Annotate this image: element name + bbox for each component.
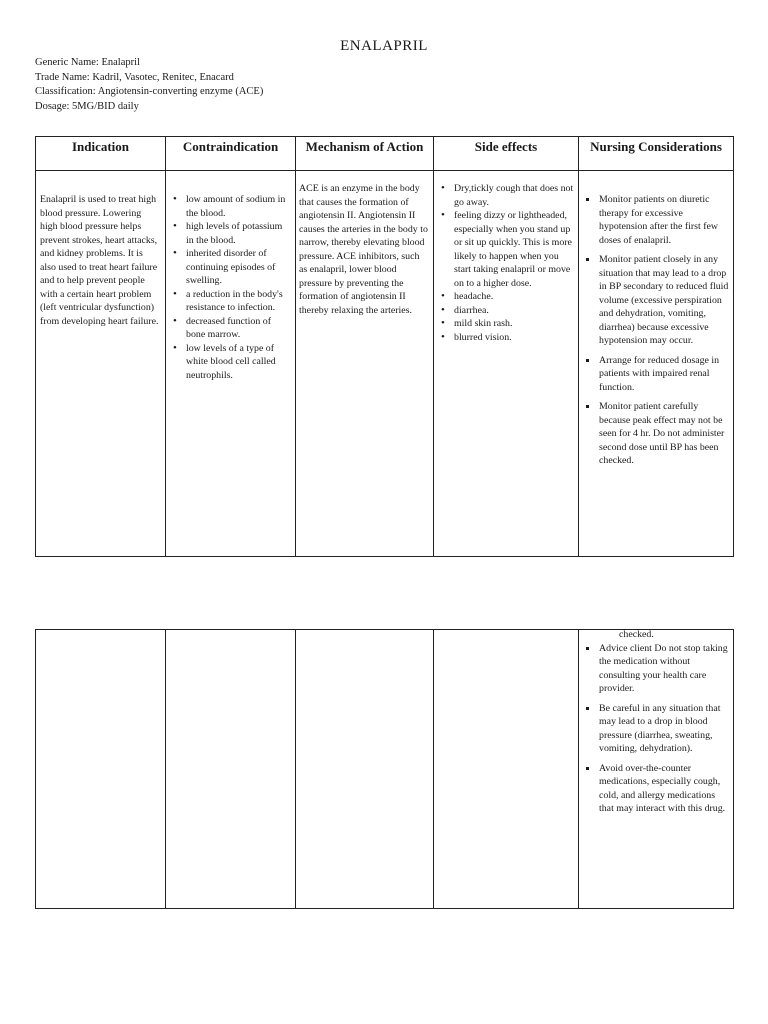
nursing-list-page-1 <box>579 171 733 468</box>
list-item: • inherited disorder of continuing episodes of swelling. <box>166 247 292 288</box>
list-item: • feeling dizzy or lightheaded, especially when you stand up or sit up quickly. This is more likely to happen when you start taking enalapril or move on to a higher dose. <box>434 209 575 290</box>
header-contraindication: Contraindication <box>166 137 296 171</box>
list-item: • a reduction in the body's resistance to infection. <box>166 288 292 315</box>
list-item: Advice client Do not stop taking the medication without consulting your health care provider. <box>579 642 729 696</box>
document-title: ENALAPRIL <box>340 38 428 54</box>
list-item: • Dry,tickly cough that does not go away. <box>434 182 575 209</box>
contraindication-cell-continued <box>166 630 296 909</box>
contraindication-cell <box>166 171 296 557</box>
generic-name: Generic Name: Enalapril <box>35 57 140 68</box>
list-item: Monitor patients on diuretic therapy for excessive hypotension after the first few doses of enalapril. <box>579 193 729 247</box>
header-mechanism: Mechanism of Action <box>296 137 434 171</box>
dosage: Dosage: 5MG/BID daily <box>35 100 139 112</box>
drug-table-page-2 <box>35 629 734 909</box>
list-item: Avoid over-the-counter medications, especially cough, cold, and allergy medications that may interact with this drug. <box>579 762 729 816</box>
trade-name: Trade Name: Kadril, Vasotec, Renitec, Enacard <box>35 71 234 83</box>
mechanism-cell <box>296 171 434 557</box>
list-item: Arrange for reduced dosage in patients with impaired renal function. <box>579 354 729 395</box>
list-item: • headache. <box>434 290 575 304</box>
list-item: • high levels of potassium in the blood. <box>166 220 292 247</box>
indication-text: Enalapril is used to treat high blood pressure. Lowering high blood pressure helps prevent strokes, heart attacks, and kidney problems. It is also used to treat heart failure and to help prevent people with a certain heart problem (left ventricular dysfunction) from developing heart failure. <box>40 194 159 327</box>
list-item: Monitor patient closely in any situation that may lead to a drop in BP secondary to reduced fluid volume (excessive perspiration and dehydration, vomiting, diarrhea) because excessive hypotension may occur. <box>579 253 729 348</box>
header-nursing: Nursing Considerations <box>579 137 734 171</box>
list-item: • decreased function of bone marrow. <box>166 315 292 342</box>
classification: Classification: Angiotensin-converting enzyme (ACE) <box>35 86 264 97</box>
list-item: • diarrhea. <box>434 304 575 318</box>
mechanism-text: ACE is an enzyme in the body that causes the formation of angiotensin II. Angiotensin II causes the arteries in the body to narrow, thereby elevating blood pressure. ACE inhibitors, such as enalapril, lower blood pressure by preventing the formation of angiotensin II thereby relaxing the arteries. <box>299 183 428 316</box>
side-effects-list <box>434 171 578 344</box>
header-indication: Indication <box>36 137 166 171</box>
indication-cell-continued <box>36 630 166 909</box>
side-effects-cell-continued <box>434 630 579 909</box>
nursing-continuation: checked. <box>619 629 654 640</box>
drug-table-page-1 <box>35 136 734 557</box>
nursing-list-page-2 <box>579 642 733 816</box>
mechanism-cell-continued <box>296 630 434 909</box>
list-item: Be careful in any situation that may lead to a drop in blood pressure (diarrhea, sweating, vomiting, dehydration). <box>579 702 729 756</box>
list-item: • mild skin rash. <box>434 317 575 331</box>
list-item: • blurred vision. <box>434 331 575 345</box>
nursing-cell-continued <box>579 630 734 909</box>
list-item: • low amount of sodium in the blood. <box>166 193 292 220</box>
side-effects-cell <box>434 171 579 557</box>
contraindication-list <box>166 171 295 382</box>
indication-cell <box>36 171 166 557</box>
drug-info <box>35 56 263 114</box>
list-item: • low levels of a type of white blood cell called neutrophils. <box>166 342 292 383</box>
list-item: Monitor patient carefully because peak effect may not be seen for 4 hr. Do not administer second dose until BP has been checked. <box>579 400 729 468</box>
nursing-cell <box>579 171 734 557</box>
header-side-effects: Side effects <box>434 137 579 171</box>
